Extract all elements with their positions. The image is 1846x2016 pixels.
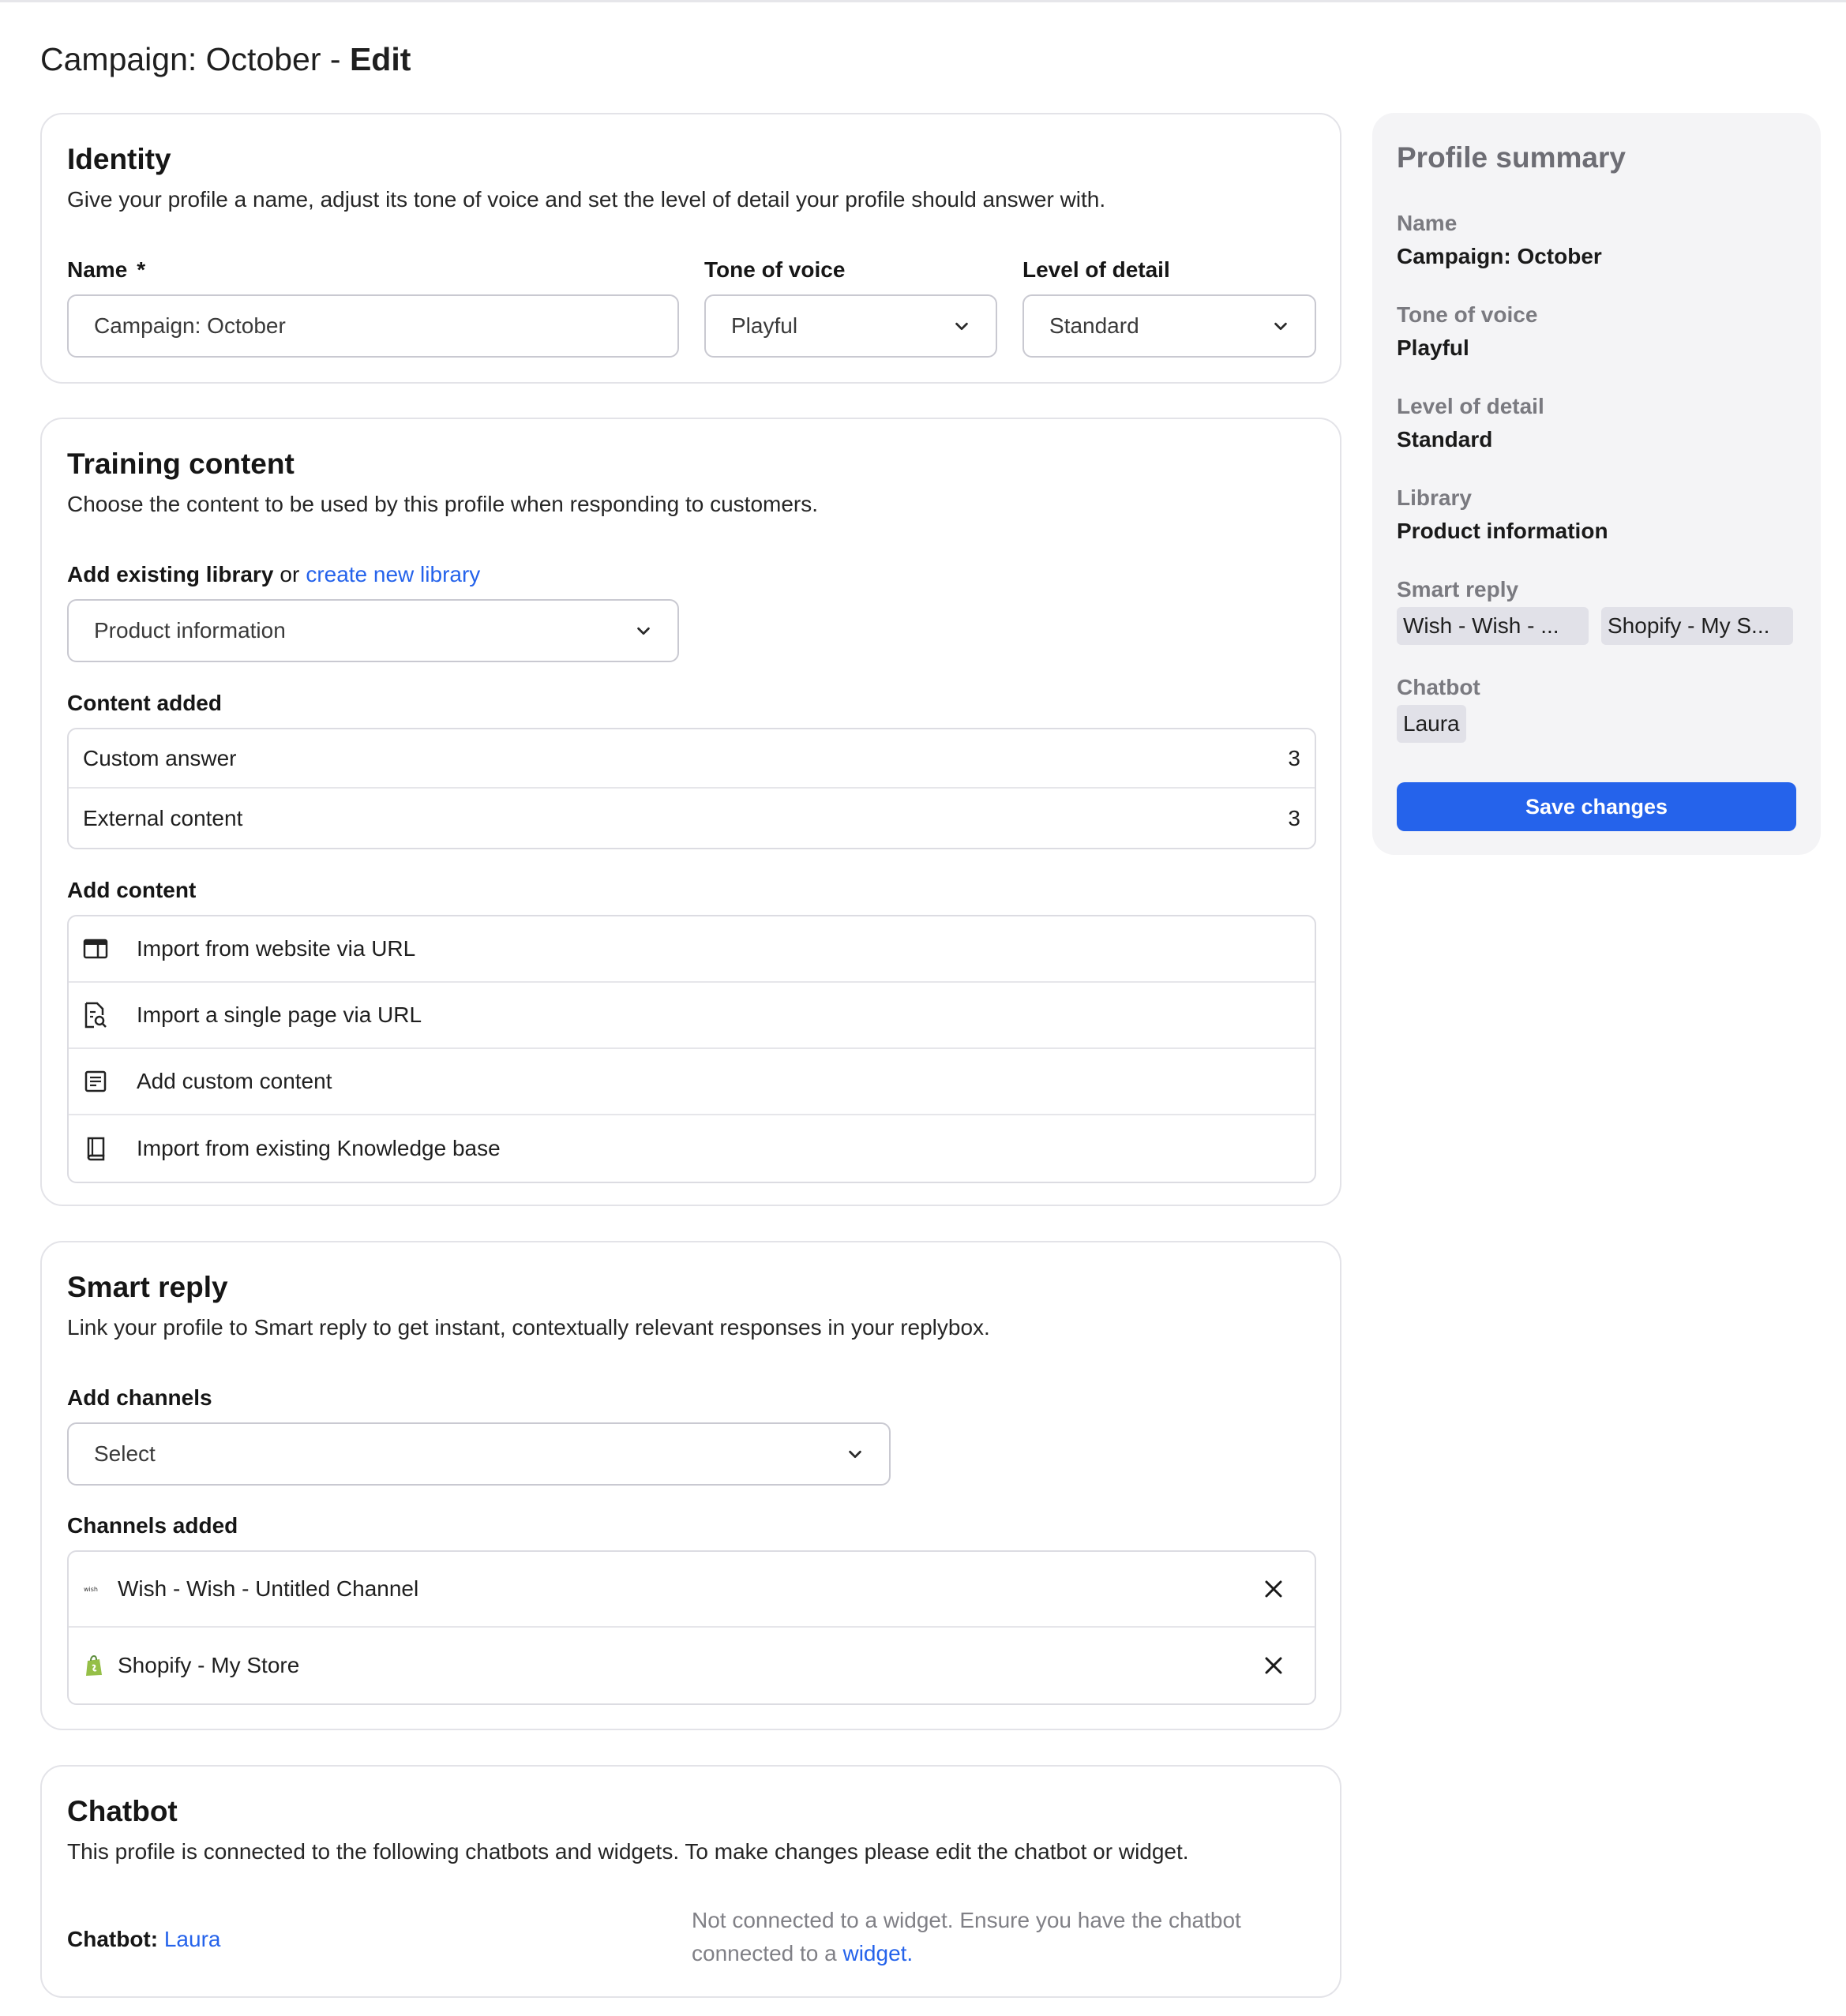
- summary-detail-key: Level of detail: [1397, 394, 1544, 418]
- name-input[interactable]: [67, 294, 679, 358]
- import-website-option[interactable]: [69, 916, 1315, 983]
- summary-name-value: Campaign: October: [1397, 244, 1602, 268]
- chevron-down-icon: [1272, 317, 1289, 335]
- profile-summary-panel: [1372, 113, 1821, 855]
- content-added-label: Content added: [67, 691, 222, 715]
- library-select-value: Product information: [94, 618, 286, 643]
- tone-label: Tone of voice: [704, 257, 846, 282]
- option-label: Add custom content: [137, 1069, 332, 1093]
- content-row-count: 3: [1288, 805, 1300, 830]
- summary-tone-value: Playful: [1397, 335, 1469, 360]
- channels-select[interactable]: [67, 1422, 891, 1486]
- name-label: Name *: [67, 257, 146, 282]
- summary-title: Profile summary: [1397, 141, 1626, 174]
- training-card: [40, 418, 1341, 1206]
- summary-smart-reply-tag: Wish - Wish - ...: [1397, 607, 1589, 645]
- add-custom-content-option[interactable]: [69, 1049, 1315, 1115]
- widget-link[interactable]: widget: [842, 1941, 907, 1965]
- widget-note: Not connected to a widget. Ensure you have the chatbot connected to a widget.: [692, 1908, 1241, 1965]
- summary-name-key: Name: [1397, 211, 1458, 235]
- top-divider: [0, 0, 1846, 2]
- chevron-down-icon: [846, 1445, 864, 1463]
- channel-row-shopify: [69, 1628, 1315, 1703]
- content-added-list: [67, 728, 1316, 849]
- summary-smart-reply-key: Smart reply: [1397, 577, 1519, 601]
- page-title: Campaign: October - Edit: [40, 41, 411, 77]
- content-row-external-content[interactable]: [69, 789, 1315, 848]
- library-label: Add existing library or create new library: [67, 562, 481, 586]
- smart-reply-card: [40, 1241, 1341, 1730]
- shopify-logo-icon: [83, 1654, 105, 1677]
- document-lines-icon: [81, 1067, 110, 1096]
- channels-added-label: Channels added: [67, 1513, 238, 1538]
- save-changes-button[interactable]: Save changes: [1397, 782, 1796, 831]
- channel-row-wish: [69, 1552, 1315, 1628]
- summary-chatbot-tag: Laura: [1397, 705, 1466, 743]
- book-icon: [81, 1134, 110, 1163]
- required-mark: *: [137, 257, 146, 282]
- import-single-page-option[interactable]: [69, 983, 1315, 1049]
- name-input-value: Campaign: October: [94, 313, 286, 338]
- wish-logo-icon: [83, 1578, 105, 1600]
- chatbot-link[interactable]: Laura: [163, 1927, 221, 1951]
- channel-label: Shopify - My Store: [118, 1653, 300, 1677]
- option-label: Import from existing Knowledge base: [137, 1136, 501, 1160]
- tone-select-value: Playful: [731, 313, 798, 338]
- identity-card: [40, 113, 1341, 384]
- summary-tone-key: Tone of voice: [1397, 302, 1538, 327]
- content-row-count: 3: [1288, 745, 1300, 770]
- chevron-down-icon: [635, 622, 652, 639]
- content-row-custom-answer[interactable]: [69, 729, 1315, 789]
- training-title: Training content: [67, 448, 295, 480]
- add-content-list: [67, 915, 1316, 1183]
- chatbot-card: [40, 1765, 1341, 1998]
- close-icon: [1263, 1655, 1284, 1676]
- add-channels-label: Add channels: [67, 1385, 212, 1410]
- summary-detail-value: Standard: [1397, 427, 1493, 452]
- summary-library-key: Library: [1397, 485, 1472, 510]
- tone-select[interactable]: [704, 294, 997, 358]
- detail-label: Level of detail: [1022, 257, 1170, 282]
- option-label: Import from website via URL: [137, 936, 416, 961]
- chatbot-title: Chatbot: [67, 1795, 178, 1827]
- library-select[interactable]: [67, 599, 679, 662]
- smart-reply-title: Smart reply: [67, 1271, 228, 1303]
- create-library-link[interactable]: create new library: [306, 562, 481, 586]
- content-row-label: External content: [83, 805, 243, 830]
- chevron-down-icon: [953, 317, 970, 335]
- summary-smart-reply-tag: Shopify - My S...: [1601, 607, 1793, 645]
- training-description: Choose the content to be used by this profile when responding to customers.: [67, 492, 819, 516]
- detail-select[interactable]: [1022, 294, 1316, 358]
- summary-library-value: Product information: [1397, 519, 1608, 543]
- import-knowledge-base-option[interactable]: [69, 1115, 1315, 1182]
- add-content-label: Add content: [67, 878, 197, 902]
- page-search-icon: [81, 1001, 110, 1029]
- channels-added-list: [67, 1550, 1316, 1705]
- option-label: Import a single page via URL: [137, 1002, 422, 1027]
- channel-label: Wish - Wish - Untitled Channel: [118, 1576, 419, 1601]
- smart-reply-description: Link your profile to Smart reply to get instant, contextually relevant responses in your replybox.: [67, 1315, 990, 1340]
- svg-text:wish: wish: [84, 1586, 99, 1593]
- chatbot-description: This profile is connected to the following chatbots and widgets. To make changes please edit the chatbot or widget.: [67, 1839, 1189, 1864]
- identity-description: Give your profile a name, adjust its tone of voice and set the level of detail your profile should answer with.: [67, 187, 1106, 212]
- browser-window-icon: [81, 935, 110, 963]
- content-row-label: Custom answer: [83, 745, 237, 770]
- chatbot-label: Chatbot: Laura: [67, 1927, 221, 1951]
- channels-select-placeholder: Select: [94, 1441, 156, 1466]
- remove-channel-button[interactable]: [1258, 1573, 1289, 1605]
- close-icon: [1263, 1579, 1284, 1599]
- remove-channel-button[interactable]: [1258, 1650, 1289, 1681]
- summary-chatbot-key: Chatbot: [1397, 675, 1480, 699]
- identity-title: Identity: [67, 143, 171, 175]
- detail-select-value: Standard: [1049, 313, 1139, 338]
